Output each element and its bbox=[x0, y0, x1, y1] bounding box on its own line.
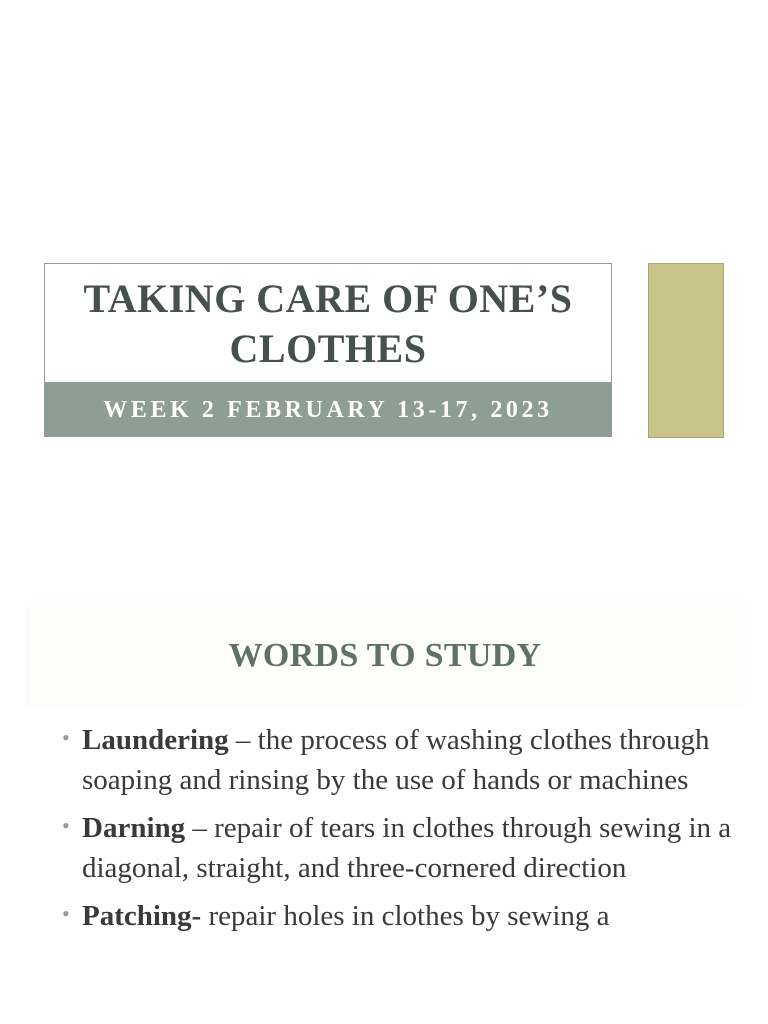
accent-rectangle bbox=[648, 263, 724, 438]
title-box bbox=[44, 263, 612, 437]
slide-heading: WORDS TO STUDY bbox=[228, 637, 542, 674]
subtitle-band bbox=[45, 382, 611, 436]
bullet-definition: – the process of washing clothes through soaping and rinsing by the use of hands or machines bbox=[82, 724, 710, 796]
bullet-item bbox=[62, 808, 742, 888]
bullet-item bbox=[62, 896, 742, 936]
bullet-term: Laundering bbox=[82, 724, 229, 756]
words-slide bbox=[0, 590, 768, 1024]
heading-band bbox=[28, 602, 742, 706]
bullet-term: Darning bbox=[82, 812, 186, 844]
bullet-dot-icon: • bbox=[62, 813, 70, 838]
bullet-definition: – repair of tears in clothes through sewing in a diagonal, straight, and three-cornered direction bbox=[82, 812, 732, 884]
bullet-item bbox=[62, 720, 742, 800]
bullet-dot-icon: • bbox=[62, 901, 70, 926]
slide-subtitle: WEEK 2 FEBRUARY 13-17, 2023 bbox=[103, 396, 553, 423]
bullet-definition: repair holes in clothes by sewing a bbox=[201, 900, 610, 932]
bullet-list bbox=[62, 720, 742, 944]
bullet-dot-icon: • bbox=[62, 725, 70, 750]
bullet-term: Patching- bbox=[82, 900, 202, 932]
slide-title: TAKING CARE OF ONE’S CLOTHES bbox=[83, 276, 573, 371]
